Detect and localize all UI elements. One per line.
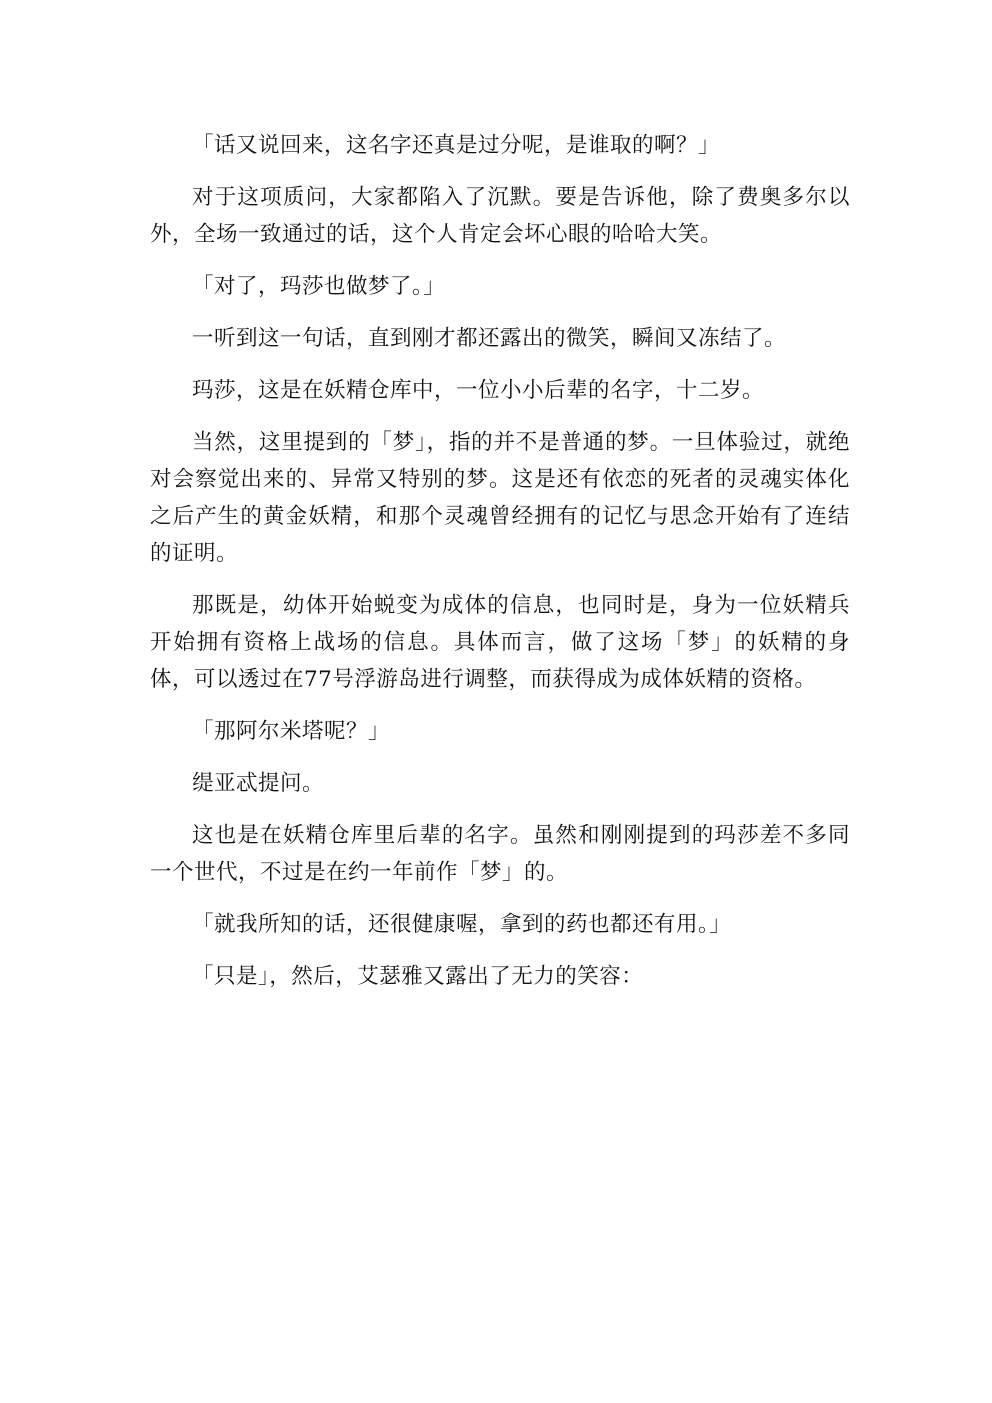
paragraph: 当然，这里提到的「梦」，指的并不是普通的梦。一旦体验过，就绝对会察觉出来的、异常又特别的梦。这是还有依恋的死者的灵魂实体化之后产生的黄金妖精，和那个灵魂曾经拥有的记忆与思念开始有了连结的证明。 [150, 430, 850, 566]
paragraph: 一听到这一句话，直到刚才都还露出的微笑，瞬间又冻结了。 [192, 326, 787, 351]
paragraph: 「那阿尔米塔呢？」 [192, 719, 391, 744]
paragraph: 「就我所知的话，还很健康喔，拿到的药也都还有用。」 [192, 912, 732, 937]
paragraph: 「话又说回来，这名字还真是过分呢，是谁取的啊？」 [192, 133, 721, 158]
paragraph: 这也是在妖精仓库里后辈的名字。虽然和刚刚提到的玛莎差不多同一个世代，不过是在约一年前作「梦」的。 [150, 823, 850, 885]
paragraph: 玛莎，这是在妖精仓库中，一位小小后辈的名字，十二岁。 [192, 378, 765, 403]
paragraph: 那既是，幼体开始蜕变为成体的信息，也同时是，身为一位妖精兵开始拥有资格上战场的信息。具体而言，做了这场「梦」的妖精的身体，可以透过在77号浮游岛进行调整，而获得成为成体妖精的资格。 [150, 593, 850, 692]
paragraph: 对于这项质问，大家都陷入了沉默。要是告诉他，除了费奥多尔以外，全场一致通过的话，这个人肯定会坏心眼的哈哈大笑。 [150, 185, 850, 247]
paragraph: 缇亚忒提问。 [192, 771, 325, 796]
body-text [150, 127, 850, 1010]
paragraph: 「只是」，然后，艾瑟雅又露出了无力的笑容： [192, 964, 644, 989]
paragraph: 「对了，玛莎也做梦了。」 [192, 274, 446, 299]
